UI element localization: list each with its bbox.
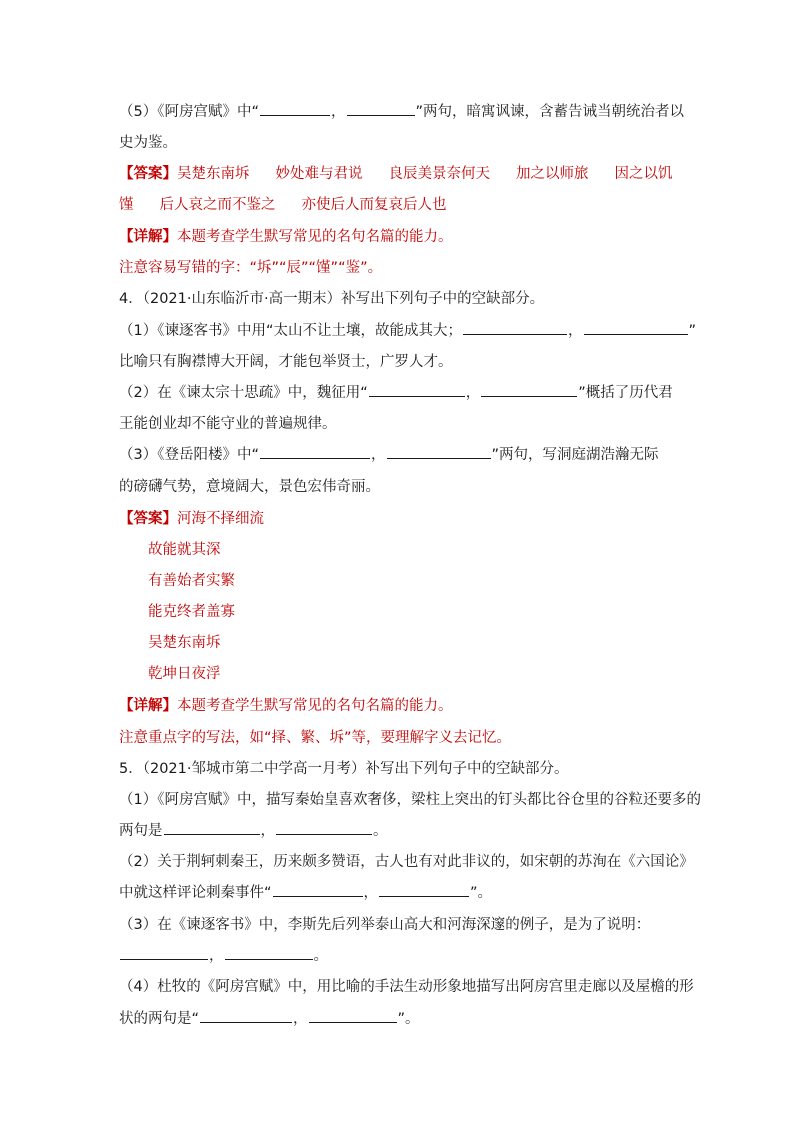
q4-answer-3: 有善始者实繁: [148, 573, 235, 589]
q4-item2-line1: （2）在《谏太宗十思疏》中，魏征用“ ， ”概括了历代君: [119, 382, 684, 404]
q4-answer-2: 故能就其深: [148, 542, 221, 558]
q4-note: 注意重点字的写法，如“择、繁、坼”等，要理解字义去记忆。: [119, 730, 512, 746]
q4-answer-line1: 【答案】河海不择细流: [119, 511, 264, 527]
answer-tag: 【答案】: [119, 511, 177, 527]
blank: [164, 820, 260, 835]
q5-item2-line2: 中就这样评论刺秦事件“ ， ”。: [119, 882, 684, 904]
q4-item2-line2: 王能创业却不能守业的普遍规律。: [119, 416, 337, 432]
blank: [273, 882, 363, 897]
q3-detail: 【详解】本题考查学生默写常见的名句名篇的能力。: [119, 229, 453, 245]
detail-tag: 【详解】: [119, 229, 177, 245]
q3-answer-line2: 馑 后人哀之而不鉴之 亦使后人而复哀后人也: [119, 197, 447, 213]
q4-answer-4: 能克终者盖寡: [148, 604, 235, 620]
blank: [463, 320, 567, 335]
q5-item4-line1: （4）杜牧的《阿房宫赋》中，用比喻的手法生动形象地描写出阿房宫里走廊以及屋檐的形: [119, 979, 694, 995]
q4-item1-line1: （1）《谏逐客书》中用“太山不让土壤，故能成其大； ， ”: [119, 320, 684, 342]
q4-header: 4．（2021·山东临沂市·高一期末）补写出下列句子中的空缺部分。: [119, 291, 545, 307]
blank: [584, 320, 688, 335]
detail-tag: 【详解】: [119, 698, 177, 714]
blank: [387, 444, 491, 459]
q3-item5-line2: 史为鉴。: [119, 135, 177, 151]
q5-item1-line2: 两句是 ， 。: [119, 820, 684, 842]
blank: [379, 882, 469, 897]
blank: [200, 1008, 292, 1023]
q5-item1-line1: （1）《阿房宫赋》中，描写秦始皇喜欢奢侈，梁柱上突出的钉头都比谷仓里的谷粒还要多的: [119, 792, 701, 808]
q3-item5-line1: （5）《阿房宫赋》中“ ， ”两句，暗寓讽谏，含蓄告诫当朝统治者以: [119, 101, 684, 123]
blank: [347, 101, 415, 116]
q4-detail: 【详解】本题考查学生默写常见的名句名篇的能力。: [119, 698, 453, 714]
q5-item2-line1: （2）关于荆轲刺秦王，历来颇多赞语，古人也有对此非议的，如宋朝的苏洵在《六国论》: [119, 854, 694, 870]
q4-item3-line1: （3）《登岳阳楼》中“ ， ”两句，写洞庭湖浩瀚无际: [119, 444, 684, 466]
q4-item1-line2: 比喻只有胸襟博大开阔，才能包举贤士，广罗人才。: [119, 354, 453, 370]
blank: [369, 382, 465, 397]
q3-note: 注意容易写错的字：“坼”“辰”“馑”“鉴”。: [119, 260, 383, 276]
q5-header: 5．（2021·邹城市第二中学高一月考）补写出下列句子中的空缺部分。: [119, 761, 569, 777]
blank: [309, 1008, 397, 1023]
q4-answer-5: 吴楚东南坼: [148, 635, 221, 651]
blank: [260, 444, 370, 459]
blank: [225, 945, 313, 960]
blank: [276, 820, 372, 835]
blank: [260, 101, 330, 116]
q5-item3-line2: ， 。: [119, 945, 684, 967]
answer-tag: 【答案】: [119, 166, 177, 182]
q4-item3-line2: 的磅礴气势，意境阔大，景色宏伟奇丽。: [119, 479, 380, 495]
q5-item3-line1: （3）在《谏逐客书》中，李斯先后列举泰山高大和河海深邃的例子，是为了说明：: [119, 917, 651, 933]
q3-answer-line1: 【答案】吴楚东南坼 妙处难与君说 良辰美景奈何天 加之以师旅 因之以饥: [119, 166, 673, 182]
q4-answer-6: 乾坤日夜浮: [148, 666, 221, 682]
q5-item4-line2: 状的两句是“ ， ”。: [119, 1008, 684, 1030]
blank: [481, 382, 577, 397]
blank: [120, 945, 208, 960]
